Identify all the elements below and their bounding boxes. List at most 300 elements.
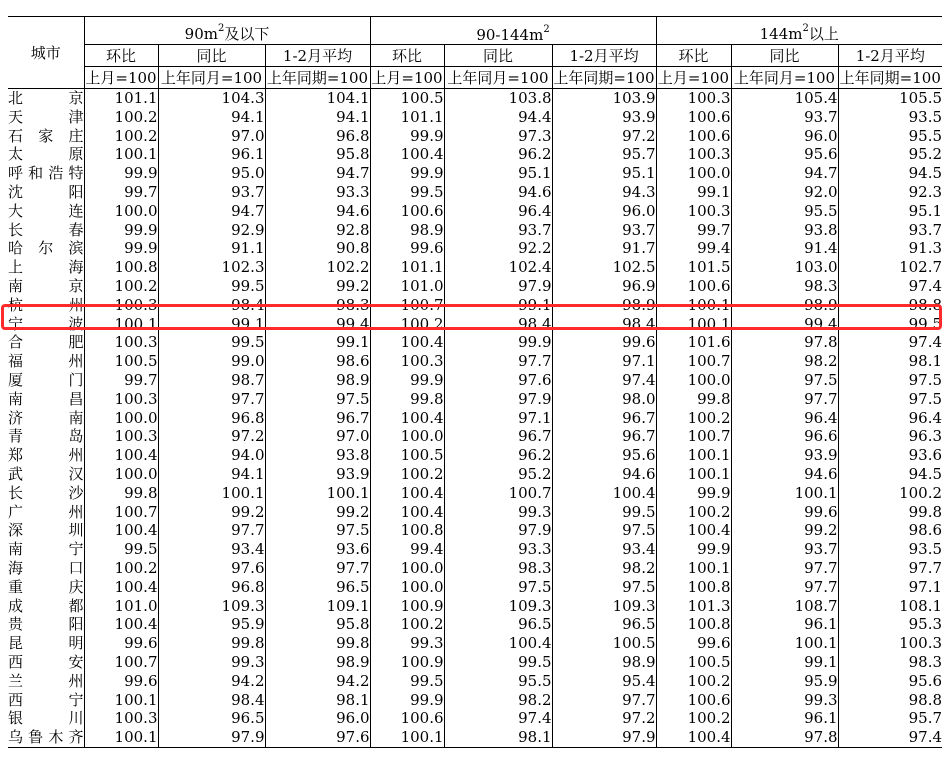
base-header-cell: 上月=100 [370, 67, 444, 89]
table-row [8, 540, 942, 559]
value-cell: 101.0 [84, 597, 158, 616]
value-cell: 98.3 [444, 559, 552, 578]
value-cell: 99.5 [370, 672, 444, 691]
value-cell: 98.8 [838, 691, 942, 710]
value-cell: 100.6 [656, 127, 731, 146]
value-cell: 100.2 [838, 484, 942, 503]
value-cell: 100.0 [656, 371, 731, 390]
value-cell: 101.1 [370, 258, 444, 277]
value-cell: 95.1 [552, 164, 656, 183]
value-cell: 99.7 [656, 221, 731, 240]
value-cell: 98.9 [552, 296, 656, 315]
value-cell: 98.9 [265, 371, 370, 390]
value-cell: 94.7 [265, 164, 370, 183]
value-cell: 98.2 [444, 691, 552, 710]
value-cell: 92.0 [731, 183, 838, 202]
value-cell: 94.2 [265, 672, 370, 691]
value-cell: 96.6 [731, 427, 838, 446]
value-cell: 99.1 [731, 653, 838, 672]
value-cell: 97.6 [158, 559, 265, 578]
value-cell: 93.7 [731, 540, 838, 559]
value-cell: 92.9 [158, 221, 265, 240]
value-cell: 96.3 [838, 427, 942, 446]
value-cell: 97.4 [838, 333, 942, 352]
value-cell: 94.5 [838, 164, 942, 183]
value-cell: 96.5 [444, 615, 552, 634]
row-highlight-box [1, 304, 942, 330]
value-cell: 93.6 [265, 540, 370, 559]
value-cell: 100.4 [84, 521, 158, 540]
value-cell: 93.7 [444, 221, 552, 240]
value-cell: 108.1 [838, 597, 942, 616]
table-row [8, 390, 942, 409]
value-cell: 100.3 [656, 145, 731, 164]
value-cell: 98.2 [552, 559, 656, 578]
value-cell: 101.1 [84, 89, 158, 108]
value-cell: 100.3 [838, 634, 942, 653]
value-cell: 99.6 [84, 672, 158, 691]
value-cell: 95.9 [158, 615, 265, 634]
value-cell: 99.2 [158, 503, 265, 522]
table-row [8, 484, 942, 503]
value-cell: 95.5 [838, 127, 942, 146]
value-cell: 98.4 [158, 691, 265, 710]
value-cell: 99.3 [158, 653, 265, 672]
value-cell: 100.1 [84, 728, 158, 747]
city-cell: 海口 [8, 558, 84, 577]
value-cell: 96.0 [731, 127, 838, 146]
value-cell: 93.9 [552, 108, 656, 127]
value-cell: 99.9 [370, 691, 444, 710]
value-cell: 99.8 [84, 484, 158, 503]
city-cell: 大连 [8, 201, 84, 220]
value-cell: 97.1 [552, 352, 656, 371]
value-cell: 108.7 [731, 597, 838, 616]
value-cell: 100.0 [370, 578, 444, 597]
value-cell: 100.4 [370, 503, 444, 522]
value-cell: 96.7 [444, 427, 552, 446]
value-cell: 94.4 [444, 108, 552, 127]
value-cell: 100.3 [84, 333, 158, 352]
value-cell: 94.1 [265, 108, 370, 127]
value-cell: 94.2 [158, 672, 265, 691]
value-cell: 99.5 [838, 315, 942, 334]
value-cell: 98.1 [838, 352, 942, 371]
table-row [8, 653, 942, 672]
value-cell: 100.2 [656, 503, 731, 522]
value-cell: 100.8 [370, 521, 444, 540]
sub-header-cell: 1-2月平均 [552, 45, 656, 67]
value-cell: 96.1 [158, 145, 265, 164]
value-cell: 100.1 [731, 634, 838, 653]
table-row [8, 446, 942, 465]
base-header-cell: 上月=100 [656, 67, 731, 89]
value-cell: 99.0 [158, 352, 265, 371]
table-row [8, 183, 942, 202]
value-cell: 95.1 [444, 164, 552, 183]
value-cell: 102.5 [552, 258, 656, 277]
value-cell: 96.4 [838, 409, 942, 428]
value-cell: 95.2 [444, 465, 552, 484]
city-cell: 南昌 [8, 389, 84, 408]
value-cell: 100.1 [84, 691, 158, 710]
value-cell: 93.6 [838, 446, 942, 465]
value-cell: 100.6 [656, 108, 731, 127]
value-cell: 99.8 [838, 503, 942, 522]
value-cell: 100.2 [370, 615, 444, 634]
base-header-cell: 上年同期=100 [838, 67, 942, 89]
value-cell: 98.9 [370, 221, 444, 240]
value-cell: 99.6 [656, 634, 731, 653]
city-cell: 深圳 [8, 521, 84, 540]
value-cell: 100.5 [370, 446, 444, 465]
value-cell: 100.7 [370, 296, 444, 315]
group-large-sup: 2 [802, 23, 809, 34]
value-cell: 100.7 [84, 503, 158, 522]
table-row [8, 108, 942, 127]
group-mid-label: 90-144m [476, 26, 544, 44]
value-cell: 99.1 [158, 315, 265, 334]
city-cell: 哈尔滨 [8, 239, 84, 258]
value-cell: 98.8 [838, 296, 942, 315]
value-cell: 99.3 [444, 503, 552, 522]
value-cell: 97.2 [552, 709, 656, 728]
value-cell: 99.7 [84, 371, 158, 390]
city-cell: 呼和浩特 [8, 164, 84, 183]
value-cell: 100.1 [656, 315, 731, 334]
value-cell: 94.6 [444, 183, 552, 202]
sub-header-cell: 环比 [656, 45, 731, 67]
table-row [8, 672, 942, 691]
value-cell: 93.4 [158, 540, 265, 559]
value-cell: 97.5 [838, 371, 942, 390]
value-cell: 105.5 [838, 89, 942, 108]
value-cell: 100.2 [84, 108, 158, 127]
value-cell: 97.5 [444, 578, 552, 597]
value-cell: 98.3 [731, 277, 838, 296]
value-cell: 96.8 [158, 578, 265, 597]
city-cell: 武汉 [8, 464, 84, 483]
value-cell: 93.9 [731, 446, 838, 465]
value-cell: 90.8 [265, 239, 370, 258]
city-cell: 福州 [8, 352, 84, 371]
city-cell: 贵阳 [8, 615, 84, 634]
value-cell: 97.7 [158, 521, 265, 540]
value-cell: 99.5 [158, 333, 265, 352]
city-cell: 南京 [8, 276, 84, 295]
value-cell: 100.5 [656, 653, 731, 672]
city-cell: 兰州 [8, 671, 84, 690]
value-cell: 100.4 [444, 634, 552, 653]
city-cell: 青岛 [8, 427, 84, 446]
city-cell: 石家庄 [8, 126, 84, 145]
sub-header-cell: 环比 [370, 45, 444, 67]
value-cell: 96.5 [552, 615, 656, 634]
value-cell: 91.4 [731, 239, 838, 258]
value-cell: 99.9 [444, 333, 552, 352]
city-cell: 厦门 [8, 370, 84, 389]
value-cell: 94.3 [552, 183, 656, 202]
value-cell: 97.9 [444, 390, 552, 409]
value-cell: 96.7 [265, 409, 370, 428]
base-header-cell: 上年同月=100 [731, 67, 838, 89]
value-cell: 97.2 [552, 127, 656, 146]
city-cell: 北京 [8, 89, 84, 107]
value-cell: 95.6 [552, 446, 656, 465]
value-cell: 99.2 [731, 521, 838, 540]
value-cell: 97.9 [444, 277, 552, 296]
value-cell: 99.7 [84, 183, 158, 202]
value-cell: 92.3 [838, 183, 942, 202]
value-cell: 101.6 [656, 333, 731, 352]
value-cell: 105.4 [731, 89, 838, 108]
base-header-cell: 上年同期=100 [552, 67, 656, 89]
base-header-cell: 上年同期=100 [265, 67, 370, 89]
city-cell: 重庆 [8, 577, 84, 596]
value-cell: 93.5 [838, 540, 942, 559]
value-cell: 96.0 [265, 709, 370, 728]
value-cell: 100.3 [84, 296, 158, 315]
city-cell: 西安 [8, 652, 84, 671]
value-cell: 97.1 [444, 409, 552, 428]
value-cell: 102.7 [838, 258, 942, 277]
value-cell: 97.8 [731, 333, 838, 352]
value-cell: 98.7 [158, 371, 265, 390]
value-cell: 100.7 [84, 653, 158, 672]
value-cell: 98.9 [731, 296, 838, 315]
value-cell: 96.5 [158, 709, 265, 728]
value-cell: 100.5 [84, 352, 158, 371]
value-cell: 96.1 [731, 709, 838, 728]
city-cell: 合肥 [8, 333, 84, 352]
table-row [8, 371, 942, 390]
value-cell: 96.7 [552, 427, 656, 446]
city-column-header [8, 17, 84, 89]
group-small-suffix: 及以下 [224, 25, 270, 43]
value-cell: 101.3 [656, 597, 731, 616]
value-cell: 100.7 [656, 427, 731, 446]
value-cell: 93.5 [838, 108, 942, 127]
value-cell: 93.9 [265, 465, 370, 484]
value-cell: 96.5 [265, 578, 370, 597]
value-cell: 100.5 [370, 89, 444, 108]
value-cell: 93.8 [265, 446, 370, 465]
value-cell: 97.9 [158, 728, 265, 747]
value-cell: 97.4 [552, 371, 656, 390]
value-cell: 95.3 [838, 615, 942, 634]
value-cell: 97.3 [444, 127, 552, 146]
value-cell: 97.7 [731, 578, 838, 597]
value-cell: 100.3 [656, 202, 731, 221]
value-cell: 99.8 [656, 390, 731, 409]
value-cell: 98.0 [552, 390, 656, 409]
value-cell: 100.9 [370, 653, 444, 672]
table-row [8, 352, 942, 371]
value-cell: 100.0 [370, 559, 444, 578]
table-row [8, 503, 942, 522]
value-cell: 100.6 [656, 277, 731, 296]
value-cell: 100.2 [84, 559, 158, 578]
value-cell: 98.3 [265, 296, 370, 315]
table-row [8, 597, 942, 616]
value-cell: 100.2 [656, 409, 731, 428]
value-cell: 97.9 [444, 521, 552, 540]
group-header-small [84, 17, 370, 45]
value-cell: 100.9 [370, 597, 444, 616]
group-mid-sup: 2 [543, 24, 550, 35]
value-cell: 99.1 [444, 296, 552, 315]
value-cell: 99.6 [731, 503, 838, 522]
value-cell: 100.7 [656, 352, 731, 371]
sub-header-cell: 1-2月平均 [265, 45, 370, 67]
value-cell: 97.6 [444, 371, 552, 390]
value-cell: 97.5 [552, 578, 656, 597]
value-cell: 109.3 [552, 597, 656, 616]
value-cell: 93.7 [838, 221, 942, 240]
value-cell: 99.6 [84, 634, 158, 653]
value-cell: 100.1 [656, 465, 731, 484]
group-header-large [656, 17, 942, 45]
value-cell: 99.9 [370, 371, 444, 390]
value-cell: 99.5 [84, 540, 158, 559]
table-row [8, 578, 942, 597]
value-cell: 102.4 [444, 258, 552, 277]
group-large-suffix: 以上 [808, 25, 839, 43]
value-cell: 97.7 [265, 559, 370, 578]
value-cell: 100.0 [656, 164, 731, 183]
value-cell: 99.9 [84, 239, 158, 258]
value-cell: 100.0 [84, 202, 158, 221]
sub-header-cell: 1-2月平均 [838, 45, 942, 67]
base-header-row [8, 67, 942, 89]
value-cell: 96.8 [265, 127, 370, 146]
value-cell: 97.7 [731, 559, 838, 578]
value-cell: 96.2 [444, 446, 552, 465]
table-row [8, 559, 942, 578]
base-header-cell: 上月=100 [84, 67, 158, 89]
value-cell: 96.7 [552, 409, 656, 428]
value-cell: 99.9 [84, 164, 158, 183]
value-cell: 99.8 [265, 634, 370, 653]
value-cell: 100.1 [370, 728, 444, 747]
value-cell: 99.4 [731, 315, 838, 334]
value-cell: 99.9 [370, 127, 444, 146]
value-cell: 99.1 [656, 183, 731, 202]
value-cell: 95.5 [731, 202, 838, 221]
value-cell: 99.4 [656, 239, 731, 258]
value-cell: 100.5 [552, 634, 656, 653]
value-cell: 99.8 [370, 390, 444, 409]
value-cell: 103.9 [552, 89, 656, 108]
value-cell: 93.3 [265, 183, 370, 202]
city-cell: 银川 [8, 709, 84, 728]
value-cell: 95.6 [838, 672, 942, 691]
value-cell: 98.9 [265, 653, 370, 672]
value-cell: 97.9 [552, 728, 656, 747]
value-cell: 102.3 [158, 258, 265, 277]
value-cell: 97.5 [731, 371, 838, 390]
value-cell: 93.7 [552, 221, 656, 240]
group-large-label: 144m [759, 25, 803, 43]
value-cell: 97.5 [838, 390, 942, 409]
value-cell: 95.8 [265, 615, 370, 634]
value-cell: 99.2 [265, 503, 370, 522]
city-cell: 广州 [8, 502, 84, 521]
value-cell: 92.8 [265, 221, 370, 240]
city-cell: 沈阳 [8, 182, 84, 201]
city-cell: 南宁 [8, 540, 84, 559]
value-cell: 103.8 [444, 89, 552, 108]
value-cell: 92.2 [444, 239, 552, 258]
value-cell: 100.8 [656, 615, 731, 634]
value-cell: 94.7 [731, 164, 838, 183]
value-cell: 94.1 [158, 108, 265, 127]
value-cell: 94.5 [838, 465, 942, 484]
value-cell: 100.2 [656, 672, 731, 691]
value-cell: 100.1 [731, 484, 838, 503]
value-cell: 100.8 [84, 258, 158, 277]
sub-header-cell: 同比 [731, 45, 838, 67]
city-cell: 长春 [8, 220, 84, 239]
value-cell: 100.4 [552, 484, 656, 503]
value-cell: 96.0 [552, 202, 656, 221]
value-cell: 97.4 [838, 728, 942, 747]
value-cell: 100.1 [656, 446, 731, 465]
value-cell: 100.3 [84, 709, 158, 728]
value-cell: 99.4 [370, 540, 444, 559]
value-cell: 98.2 [731, 352, 838, 371]
sub-header-cell: 环比 [84, 45, 158, 67]
value-cell: 98.6 [265, 352, 370, 371]
value-cell: 95.4 [552, 672, 656, 691]
value-cell: 100.3 [84, 390, 158, 409]
value-cell: 93.8 [731, 221, 838, 240]
value-cell: 99.4 [265, 315, 370, 334]
value-cell: 100.2 [84, 277, 158, 296]
value-cell: 95.8 [265, 145, 370, 164]
value-cell: 100.2 [370, 315, 444, 334]
value-cell: 100.6 [370, 202, 444, 221]
value-cell: 98.4 [552, 315, 656, 334]
city-cell: 西宁 [8, 690, 84, 709]
value-cell: 97.6 [265, 728, 370, 747]
value-cell: 99.9 [370, 164, 444, 183]
value-cell: 100.1 [84, 145, 158, 164]
value-cell: 93.7 [158, 183, 265, 202]
city-cell: 上海 [8, 258, 84, 277]
city-cell: 昆明 [8, 634, 84, 653]
value-cell: 100.0 [370, 427, 444, 446]
city-cell: 成都 [8, 596, 84, 615]
value-cell: 100.3 [84, 427, 158, 446]
value-cell: 100.1 [656, 559, 731, 578]
price-index-document [8, 16, 942, 748]
value-cell: 95.6 [731, 145, 838, 164]
value-cell: 97.7 [838, 559, 942, 578]
value-cell: 97.7 [552, 691, 656, 710]
table-row [8, 691, 942, 710]
value-cell: 97.8 [731, 728, 838, 747]
value-cell: 102.2 [265, 258, 370, 277]
value-cell: 96.1 [731, 615, 838, 634]
value-cell: 97.4 [838, 277, 942, 296]
value-cell: 97.5 [552, 521, 656, 540]
table-row [8, 258, 942, 277]
value-cell: 91.3 [838, 239, 942, 258]
value-cell: 101.5 [656, 258, 731, 277]
sub-header-cell: 同比 [444, 45, 552, 67]
value-cell: 94.6 [265, 202, 370, 221]
